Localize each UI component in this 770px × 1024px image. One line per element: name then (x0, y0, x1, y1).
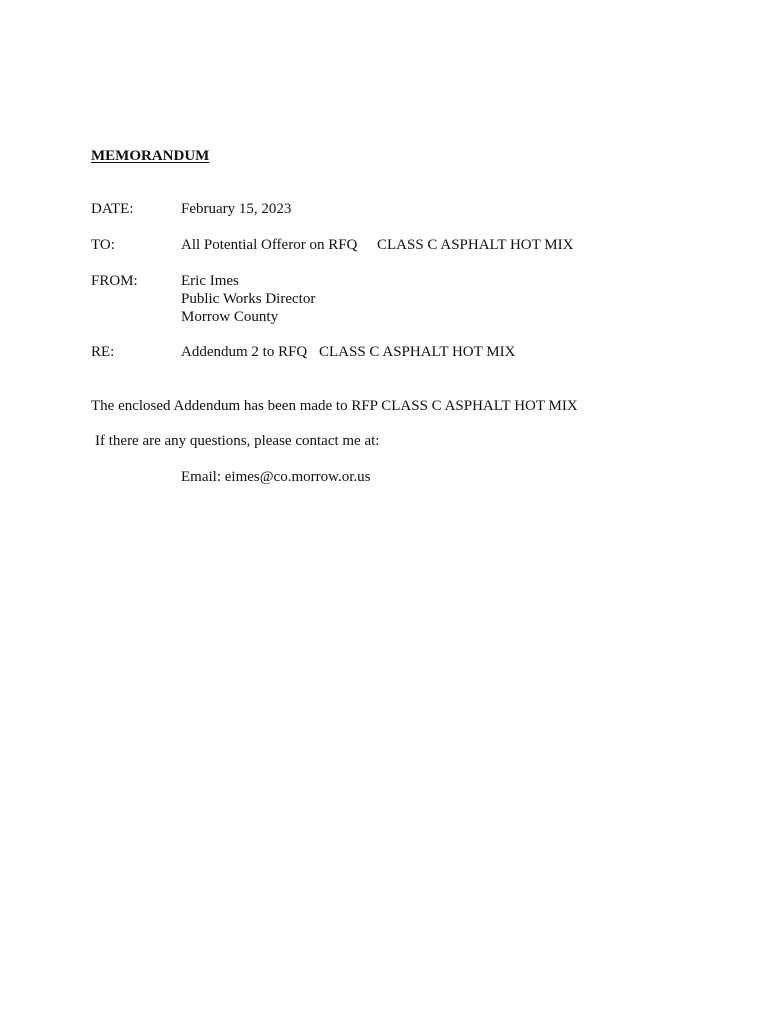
re-label: RE: (91, 344, 115, 360)
from-name: Eric Imes (181, 273, 239, 289)
contact-email: Email: eimes@co.morrow.or.us (181, 469, 371, 485)
from-label: FROM: (91, 273, 138, 289)
re-value-subject: CLASS C ASPHALT HOT MIX (319, 344, 516, 360)
memo-title: MEMORANDUM (91, 148, 210, 164)
body-paragraph-addendum: The enclosed Addendum has been made to RFP CLASS C ASPHALT HOT MIX (91, 398, 578, 414)
date-value: February 15, 2023 (181, 201, 292, 217)
from-title: Public Works Director (181, 291, 316, 307)
to-value-recipient: All Potential Offeror on RFQ (181, 237, 358, 253)
from-organization: Morrow County (181, 309, 279, 325)
to-value-subject: CLASS C ASPHALT HOT MIX (377, 237, 574, 253)
to-label: TO: (91, 237, 115, 253)
re-value-addendum: Addendum 2 to RFQ (181, 344, 308, 360)
date-label: DATE: (91, 201, 134, 217)
body-paragraph-contact: If there are any questions, please contact me at: (95, 433, 380, 449)
